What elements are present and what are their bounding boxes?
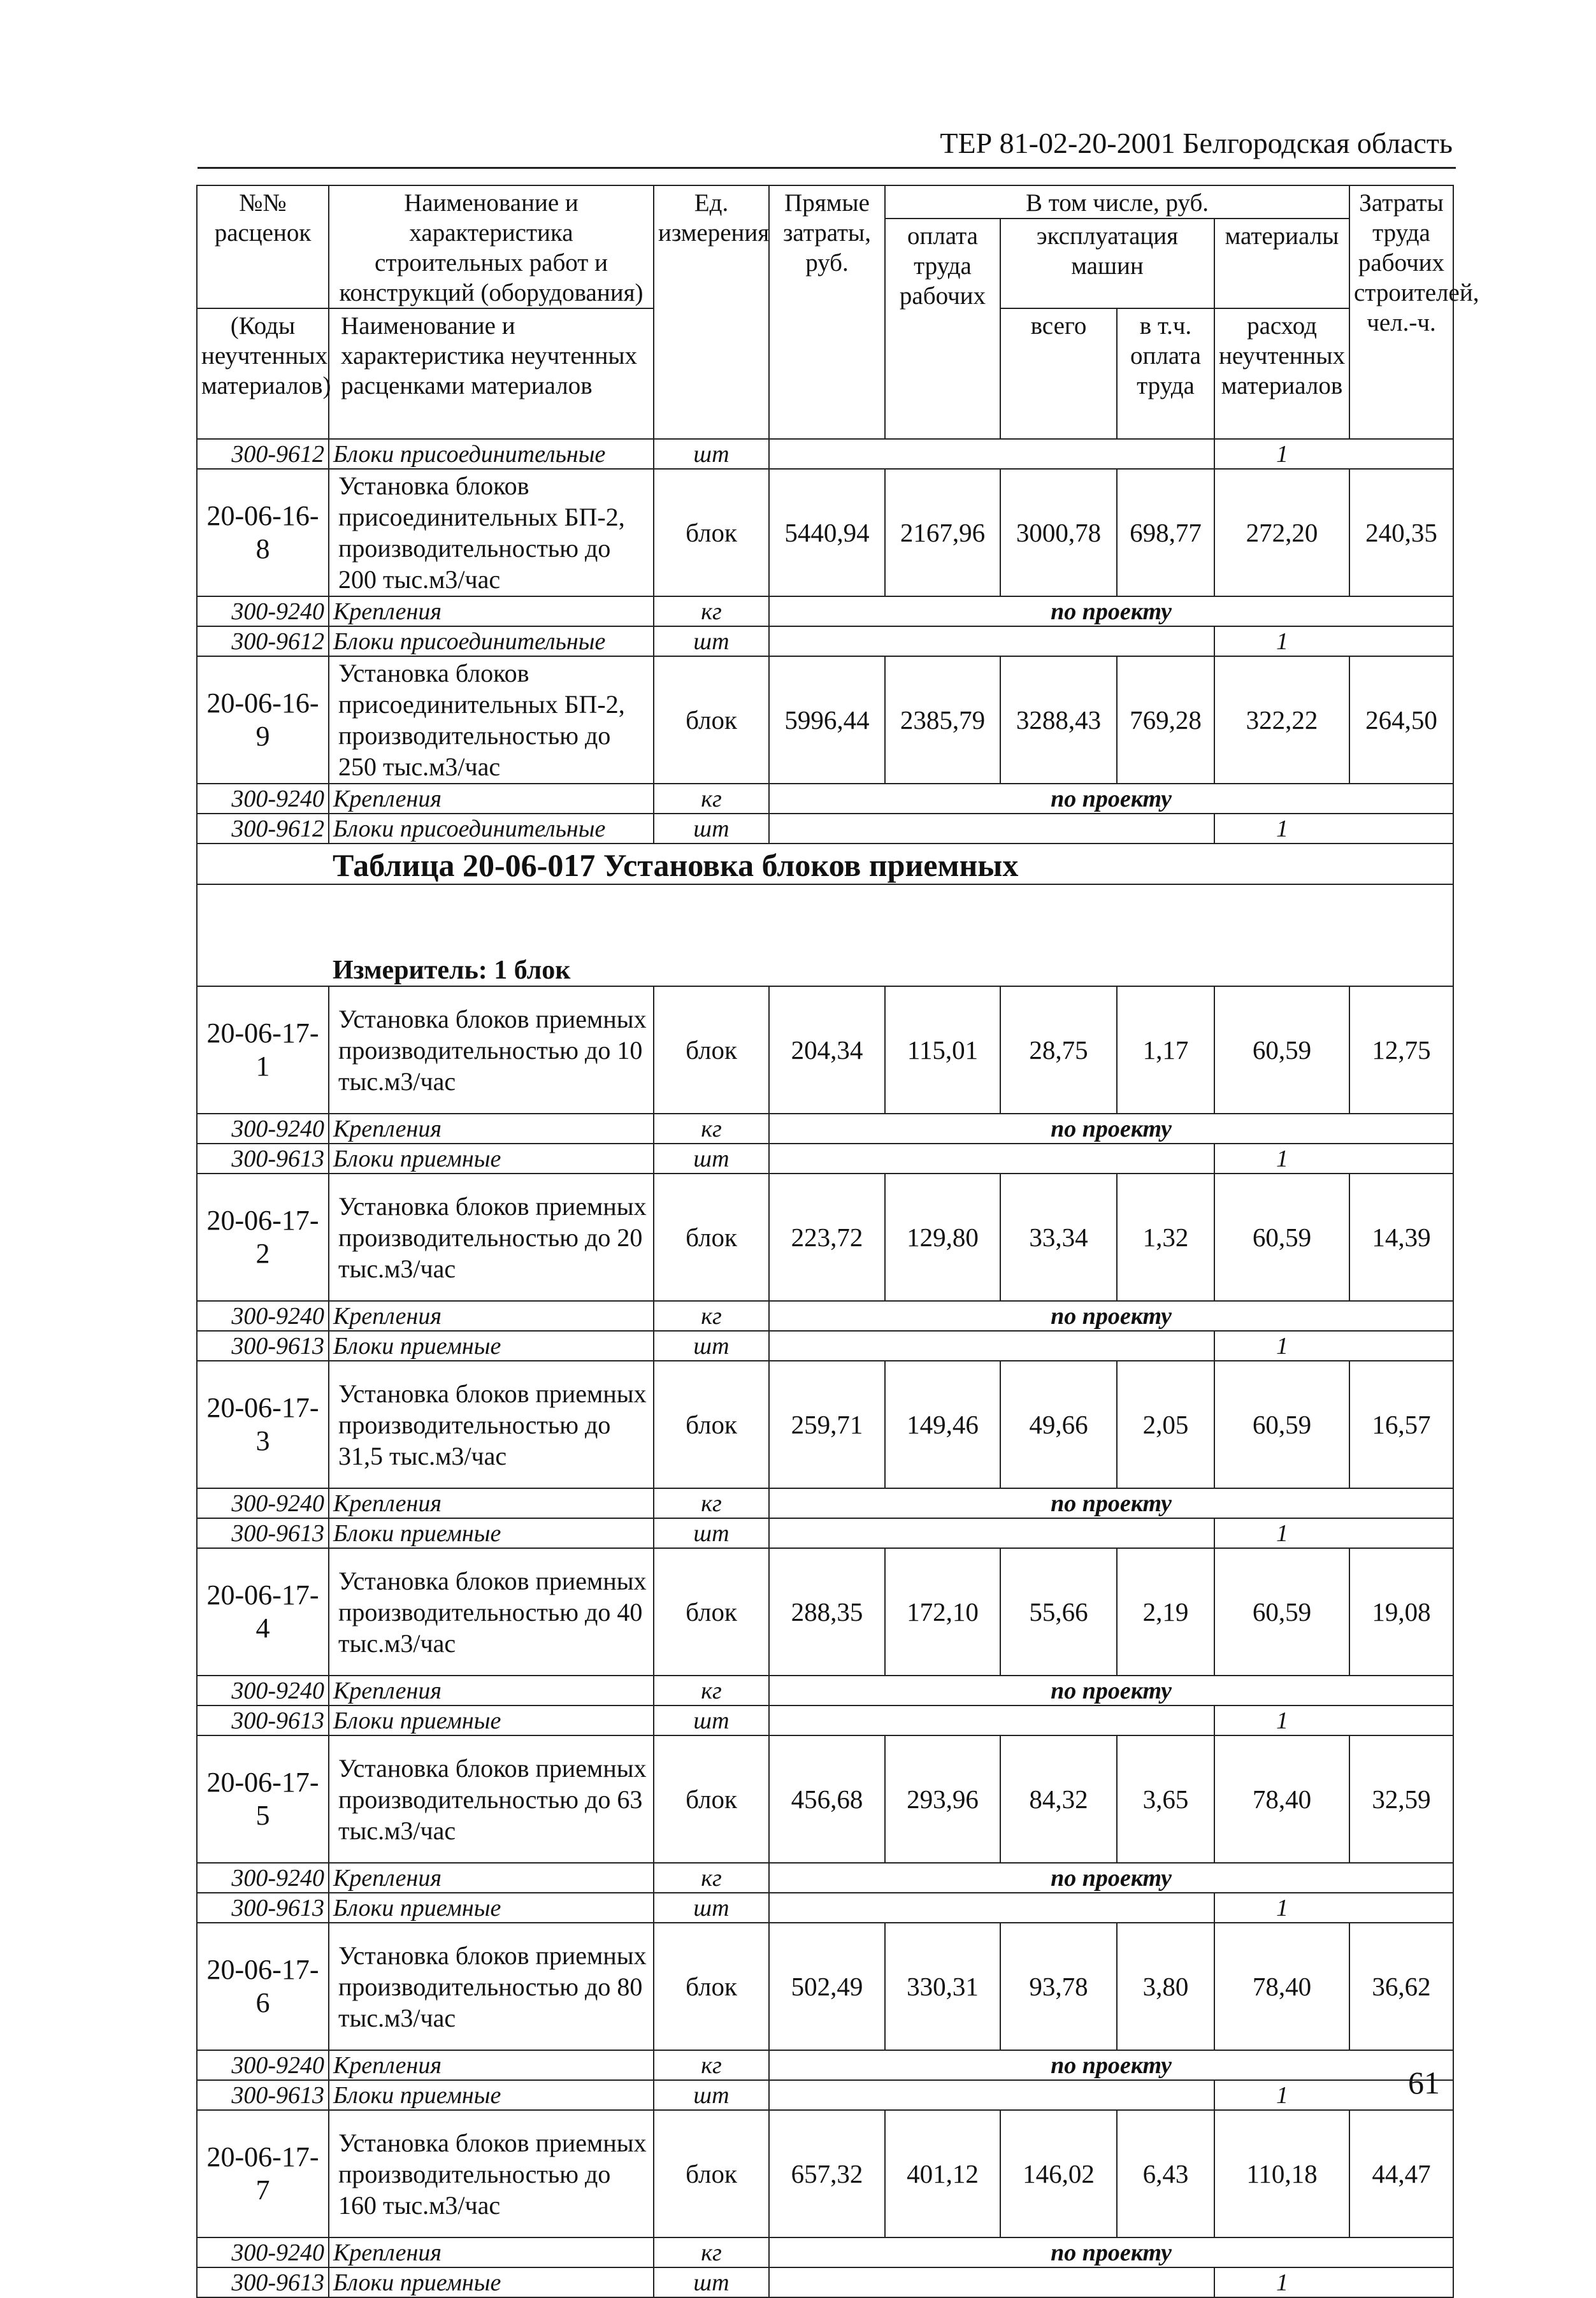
labor-hours: 264,50 xyxy=(1349,656,1453,784)
material-name: Крепления xyxy=(329,596,654,626)
material-unit: шт xyxy=(654,1518,769,1548)
labor-hours: 16,57 xyxy=(1349,1361,1453,1488)
material-unit: шт xyxy=(654,1331,769,1361)
material-quantity: 1 xyxy=(1214,626,1349,656)
measure-unit: Измеритель: 1 блок xyxy=(329,884,1453,986)
material-row xyxy=(197,1114,1453,1144)
material-row xyxy=(197,2080,1453,2110)
empty-cell xyxy=(769,2267,1214,2297)
material-code: 300-9613 xyxy=(197,1331,329,1361)
material-quantity: 1 xyxy=(1214,1893,1349,1923)
material-unit: шт xyxy=(654,1893,769,1923)
work-description: Установка блоков приемных производительностью до 80 тыс.м3/час xyxy=(329,1923,654,2050)
material-row xyxy=(197,1893,1453,1923)
material-quantity: 1 xyxy=(1214,1331,1349,1361)
material-row xyxy=(197,1863,1453,1893)
material-unit: кг xyxy=(654,1301,769,1331)
material-quantity: 1 xyxy=(1214,2267,1349,2297)
material-code: 300-9240 xyxy=(197,1863,329,1893)
material-unit: кг xyxy=(654,1488,769,1518)
work-description: Установка блоков приемных производительностью до 31,5 тыс.м3/час xyxy=(329,1361,654,1488)
labor-pay: 2385,79 xyxy=(885,656,1000,784)
machines-total: 93,78 xyxy=(1000,1923,1117,2050)
labor-pay: 115,01 xyxy=(885,986,1000,1114)
empty-cell xyxy=(769,1893,1214,1923)
material-row xyxy=(197,2267,1453,2297)
material-name: Блоки присоединительные xyxy=(329,626,654,656)
materials-cost: 60,59 xyxy=(1214,1361,1349,1488)
table-title-row xyxy=(197,844,1453,884)
material-code: 300-9240 xyxy=(197,2050,329,2080)
work-description: Установка блоков приемных производительностью до 40 тыс.м3/час xyxy=(329,1548,654,1676)
rate-code: 20-06-17-5 xyxy=(197,1735,329,1863)
materials-cost: 272,20 xyxy=(1214,469,1349,596)
direct-costs: 5440,94 xyxy=(769,469,885,596)
unit: блок xyxy=(654,1923,769,2050)
material-quantity: 1 xyxy=(1214,1518,1349,1548)
material-code: 300-9240 xyxy=(197,2237,329,2267)
material-name: Крепления xyxy=(329,2050,654,2080)
empty-cell xyxy=(1349,2267,1453,2297)
labor-pay: 149,46 xyxy=(885,1361,1000,1488)
rate-row xyxy=(197,1735,1453,1863)
material-name: Блоки приемные xyxy=(329,2267,654,2297)
material-quantity: 1 xyxy=(1214,814,1349,844)
material-by-project: по проекту xyxy=(769,1676,1453,1706)
measure-row xyxy=(197,884,1453,986)
machines-labor: 2,19 xyxy=(1117,1548,1214,1676)
material-row xyxy=(197,784,1453,814)
header-machines-total: всего xyxy=(1000,308,1117,439)
empty-cell xyxy=(769,626,1214,656)
rates-table xyxy=(196,185,1479,2298)
labor-pay: 129,80 xyxy=(885,1174,1000,1301)
material-name: Блоки приемные xyxy=(329,1331,654,1361)
material-row xyxy=(197,1301,1453,1331)
material-name: Крепления xyxy=(329,1863,654,1893)
header-unit: Ед. измерения xyxy=(654,185,769,439)
material-name: Блоки приемные xyxy=(329,1893,654,1923)
machines-total: 49,66 xyxy=(1000,1361,1117,1488)
rate-row xyxy=(197,469,1453,596)
empty-cell xyxy=(1349,439,1453,469)
header-material-names: Наименование и характеристика неучтенных расценками материалов xyxy=(329,308,654,439)
rate-code: 20-06-17-6 xyxy=(197,1923,329,2050)
material-row xyxy=(197,1518,1453,1548)
material-name: Блоки присоединительные xyxy=(329,439,654,469)
material-by-project: по проекту xyxy=(769,1863,1453,1893)
rate-code: 20-06-17-7 xyxy=(197,2110,329,2237)
labor-pay: 293,96 xyxy=(885,1735,1000,1863)
labor-hours: 14,39 xyxy=(1349,1174,1453,1301)
empty-cell xyxy=(1349,1331,1453,1361)
material-unit: шт xyxy=(654,2267,769,2297)
rate-row xyxy=(197,986,1453,1114)
labor-hours: 36,62 xyxy=(1349,1923,1453,2050)
material-name: Крепления xyxy=(329,1488,654,1518)
materials-cost: 110,18 xyxy=(1214,2110,1349,2237)
material-code: 300-9240 xyxy=(197,784,329,814)
materials-cost: 78,40 xyxy=(1214,1923,1349,2050)
material-code: 300-9240 xyxy=(197,1488,329,1518)
page-number: 61 xyxy=(1408,2065,1440,2101)
header-materials: материалы xyxy=(1214,219,1349,308)
empty-cell xyxy=(769,1331,1214,1361)
unit: блок xyxy=(654,656,769,784)
work-description: Установка блоков приемных производительностью до 63 тыс.м3/час xyxy=(329,1735,654,1863)
material-code: 300-9613 xyxy=(197,1144,329,1174)
material-code: 300-9613 xyxy=(197,1518,329,1548)
materials-cost: 322,22 xyxy=(1214,656,1349,784)
page-header-title: ТЕР 81-02-20-2001 Белгородская область xyxy=(940,127,1453,159)
material-by-project: по проекту xyxy=(769,2237,1453,2267)
empty-cell xyxy=(1349,1706,1453,1735)
material-unit: шт xyxy=(654,814,769,844)
header-machines: эксплуатация машин xyxy=(1000,219,1214,308)
materials-cost: 78,40 xyxy=(1214,1735,1349,1863)
rate-row xyxy=(197,1361,1453,1488)
rate-code: 20-06-16-8 xyxy=(197,469,329,596)
direct-costs: 456,68 xyxy=(769,1735,885,1863)
header-row-1 xyxy=(197,185,1453,219)
material-by-project: по проекту xyxy=(769,1488,1453,1518)
material-name: Блоки приемные xyxy=(329,2080,654,2110)
empty-cell xyxy=(1349,1893,1453,1923)
direct-costs: 5996,44 xyxy=(769,656,885,784)
empty-cell xyxy=(1349,626,1453,656)
material-name: Крепления xyxy=(329,784,654,814)
direct-costs: 288,35 xyxy=(769,1548,885,1676)
material-by-project: по проекту xyxy=(769,596,1453,626)
material-unit: кг xyxy=(654,784,769,814)
machines-labor: 1,32 xyxy=(1117,1174,1214,1301)
rate-code: 20-06-17-1 xyxy=(197,986,329,1114)
material-code: 300-9613 xyxy=(197,1893,329,1923)
empty-cell xyxy=(769,2080,1214,2110)
material-unit: шт xyxy=(654,626,769,656)
rate-code: 20-06-17-3 xyxy=(197,1361,329,1488)
material-row xyxy=(197,2237,1453,2267)
material-unit: шт xyxy=(654,439,769,469)
material-unit: кг xyxy=(654,1114,769,1144)
empty-cell xyxy=(769,1518,1214,1548)
machines-labor: 3,65 xyxy=(1117,1735,1214,1863)
empty-cell xyxy=(769,439,1214,469)
header-rate-number: №№ расценок xyxy=(197,185,329,308)
material-unit: кг xyxy=(654,1863,769,1893)
material-by-project: по проекту xyxy=(769,2050,1453,2080)
materials-cost: 60,59 xyxy=(1214,1548,1349,1676)
unit: блок xyxy=(654,2110,769,2237)
machines-total: 146,02 xyxy=(1000,2110,1117,2237)
header-labor-pay: оплата труда рабочих xyxy=(885,219,1000,439)
machines-total: 55,66 xyxy=(1000,1548,1117,1676)
materials-cost: 60,59 xyxy=(1214,1174,1349,1301)
material-unit: кг xyxy=(654,2050,769,2080)
machines-labor: 769,28 xyxy=(1117,656,1214,784)
rate-row xyxy=(197,2110,1453,2237)
empty-cell xyxy=(1349,814,1453,844)
header-rule xyxy=(198,167,1456,169)
machines-total: 28,75 xyxy=(1000,986,1117,1114)
material-name: Блоки присоединительные xyxy=(329,814,654,844)
labor-hours: 240,35 xyxy=(1349,469,1453,596)
direct-costs: 204,34 xyxy=(769,986,885,1114)
empty-cell xyxy=(769,814,1214,844)
work-description: Установка блоков присоединительных БП-2, производительностью до 250 тыс.м3/час xyxy=(329,656,654,784)
material-name: Крепления xyxy=(329,1114,654,1144)
labor-hours: 44,47 xyxy=(1349,2110,1453,2237)
empty-cell xyxy=(769,1144,1214,1174)
labor-hours: 32,59 xyxy=(1349,1735,1453,1863)
labor-hours: 19,08 xyxy=(1349,1548,1453,1676)
material-name: Крепления xyxy=(329,2237,654,2267)
empty-cell xyxy=(1349,1518,1453,1548)
material-code: 300-9240 xyxy=(197,1114,329,1144)
work-description: Установка блоков присоединительных БП-2, производительностью до 200 тыс.м3/час xyxy=(329,469,654,596)
rate-code: 20-06-17-2 xyxy=(197,1174,329,1301)
material-row xyxy=(197,2050,1453,2080)
machines-total: 84,32 xyxy=(1000,1735,1117,1863)
material-code: 300-9613 xyxy=(197,1706,329,1735)
material-row xyxy=(197,1144,1453,1174)
machines-labor: 1,17 xyxy=(1117,986,1214,1114)
material-by-project: по проекту xyxy=(769,784,1453,814)
material-name: Крепления xyxy=(329,1676,654,1706)
material-row xyxy=(197,1488,1453,1518)
material-unit: кг xyxy=(654,1676,769,1706)
material-name: Блоки приемные xyxy=(329,1706,654,1735)
unit: блок xyxy=(654,1735,769,1863)
header-work-name: Наименование и характеристика строительных работ и конструкций (оборудования) xyxy=(329,185,654,308)
labor-pay: 330,31 xyxy=(885,1923,1000,2050)
labor-pay: 2167,96 xyxy=(885,469,1000,596)
work-description: Установка блоков приемных производительностью до 160 тыс.м3/час xyxy=(329,2110,654,2237)
work-description: Установка блоков приемных производительностью до 10 тыс.м3/час xyxy=(329,986,654,1114)
materials-cost: 60,59 xyxy=(1214,986,1349,1114)
empty-cell xyxy=(197,844,329,884)
labor-pay: 401,12 xyxy=(885,2110,1000,2237)
material-row xyxy=(197,814,1453,844)
material-unit: шт xyxy=(654,1144,769,1174)
rate-row xyxy=(197,1923,1453,2050)
material-quantity: 1 xyxy=(1214,1706,1349,1735)
machines-total: 3288,43 xyxy=(1000,656,1117,784)
material-by-project: по проекту xyxy=(769,1301,1453,1331)
material-code: 300-9613 xyxy=(197,2267,329,2297)
header-material-usage: расход неучтенных материалов xyxy=(1214,308,1349,439)
material-code: 300-9612 xyxy=(197,439,329,469)
material-code: 300-9240 xyxy=(197,1676,329,1706)
direct-costs: 657,32 xyxy=(769,2110,885,2237)
empty-cell xyxy=(1349,1144,1453,1174)
rate-row xyxy=(197,1174,1453,1301)
machines-total: 33,34 xyxy=(1000,1174,1117,1301)
material-code: 300-9240 xyxy=(197,596,329,626)
material-quantity: 1 xyxy=(1214,439,1349,469)
machines-labor: 3,80 xyxy=(1117,1923,1214,2050)
header-including: В том числе, руб. xyxy=(885,185,1349,219)
direct-costs: 223,72 xyxy=(769,1174,885,1301)
material-unit: шт xyxy=(654,1706,769,1735)
material-row xyxy=(197,626,1453,656)
header-machines-labor: в т.ч. оплата труда xyxy=(1117,308,1214,439)
material-name: Блоки приемные xyxy=(329,1144,654,1174)
machines-labor: 698,77 xyxy=(1117,469,1214,596)
material-row xyxy=(197,1676,1453,1706)
material-by-project: по проекту xyxy=(769,1114,1453,1144)
material-unit: кг xyxy=(654,596,769,626)
material-name: Крепления xyxy=(329,1301,654,1331)
material-unit: кг xyxy=(654,2237,769,2267)
unit: блок xyxy=(654,1361,769,1488)
material-name: Блоки приемные xyxy=(329,1518,654,1548)
material-code: 300-9612 xyxy=(197,814,329,844)
material-code: 300-9613 xyxy=(197,2080,329,2110)
empty-cell xyxy=(769,1706,1214,1735)
labor-pay: 172,10 xyxy=(885,1548,1000,1676)
header-direct-costs: Прямые затраты, руб. xyxy=(769,185,885,439)
rate-code: 20-06-16-9 xyxy=(197,656,329,784)
direct-costs: 259,71 xyxy=(769,1361,885,1488)
empty-cell xyxy=(197,884,329,986)
rate-row xyxy=(197,656,1453,784)
material-row xyxy=(197,439,1453,469)
header-material-codes: (Коды неучтенных материалов) xyxy=(197,308,329,439)
unit: блок xyxy=(654,986,769,1114)
material-code: 300-9612 xyxy=(197,626,329,656)
labor-hours: 12,75 xyxy=(1349,986,1453,1114)
unit: блок xyxy=(654,1174,769,1301)
material-code: 300-9240 xyxy=(197,1301,329,1331)
rate-code: 20-06-17-4 xyxy=(197,1548,329,1676)
material-row xyxy=(197,1331,1453,1361)
material-row xyxy=(197,1706,1453,1735)
direct-costs: 502,49 xyxy=(769,1923,885,2050)
machines-labor: 6,43 xyxy=(1117,2110,1214,2237)
work-description: Установка блоков приемных производительностью до 20 тыс.м3/час xyxy=(329,1174,654,1301)
unit: блок xyxy=(654,469,769,596)
table-title: Таблица 20-06-017 Установка блоков приемных xyxy=(329,844,1453,884)
material-row xyxy=(197,596,1453,626)
machines-labor: 2,05 xyxy=(1117,1361,1214,1488)
material-quantity: 1 xyxy=(1214,1144,1349,1174)
machines-total: 3000,78 xyxy=(1000,469,1117,596)
header-labor-hours: Затраты труда рабочих строителей, чел.-ч. xyxy=(1349,185,1453,439)
rate-row xyxy=(197,1548,1453,1676)
material-quantity: 1 xyxy=(1214,2080,1349,2110)
material-unit: шт xyxy=(654,2080,769,2110)
unit: блок xyxy=(654,1548,769,1676)
